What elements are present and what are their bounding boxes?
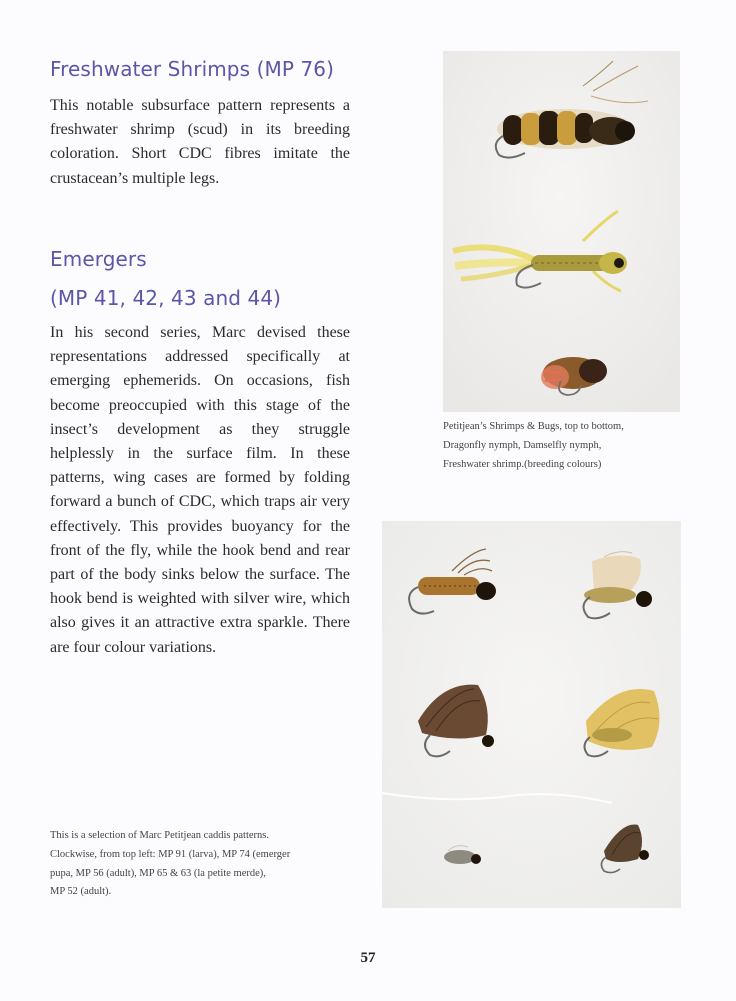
caption-bottom-line-1: This is a selection of Marc Petitjean caddis patterns. — [50, 830, 269, 841]
paragraph-freshwater-shrimps: This notable subsurface pattern represents a freshwater shrimp (scud) in its breeding coloration. Short CDC fibres imitate the crustacean’s multiple legs. — [50, 97, 350, 187]
paragraph-emergers: In his second series, Marc devised these representations addressed specifically at emerging ephemerids. On occasions, fish become preoccupied with this stage of the insect’s development as they struggle helplessly in the surface film. In these patterns, wing cases are formed by folding forward a bunch of CDC, which traps air very effectively. This provides buoyancy for the front of the fly, while the hook bend and rear part of the body sinks below the surface. The hook bend is weighted with silver wire, which also gives it an attractive extra sparkle. There are four colour variations. — [50, 324, 350, 656]
caption-bottom-line-3: pupa, MP 56 (adult), MP 65 & 63 (la petite merde), — [50, 867, 266, 879]
photo-shrimps-and-bugs — [443, 51, 680, 412]
section-heading-emergers-subtitle: (MP 41, 42, 43 and 44) — [50, 286, 282, 310]
caption-top-line-1: Petitjean’s Shrimps & Bugs, top to bottom, — [443, 421, 624, 432]
caption-bottom-photo — [50, 827, 290, 902]
caption-top-line-2: Dragonfly nymph, Damselfly nymph, — [443, 439, 602, 451]
caption-top-line-3: Freshwater shrimp.(breeding colours) — [443, 458, 602, 470]
photo-caddis-patterns — [382, 521, 681, 908]
section-heading-emergers: Emergers — [50, 247, 147, 271]
caption-top-photo — [443, 418, 624, 474]
section-heading-freshwater-shrimps: Freshwater Shrimps (MP 76) — [50, 57, 335, 81]
caption-bottom-line-4: MP 52 (adult). — [50, 886, 112, 898]
page-number: 57 — [360, 950, 376, 966]
caption-bottom-line-2: Clockwise, from top left: MP 91 (larva), MP 74 (emerger — [50, 848, 291, 860]
